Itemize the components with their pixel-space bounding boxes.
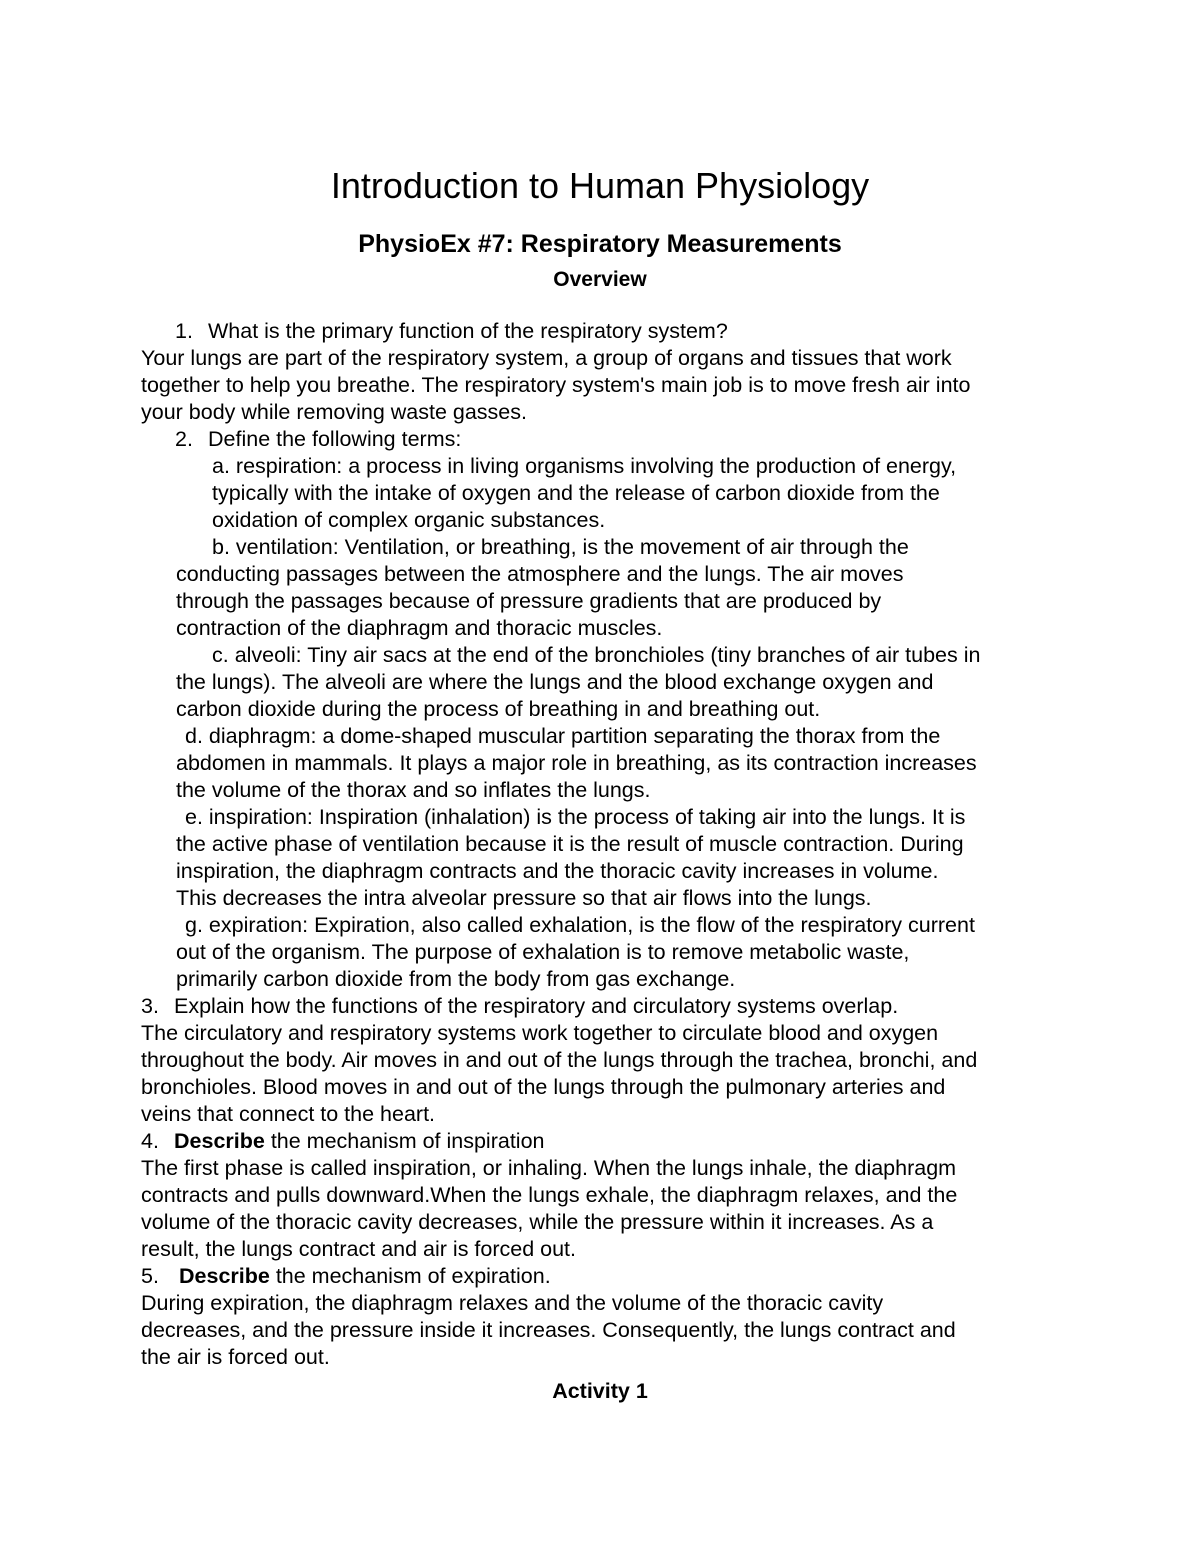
term-inspiration-line: the active phase of ventilation because it is the result of muscle contraction. During bbox=[176, 832, 964, 856]
term-expiration-line: out of the organism. The purpose of exhalation is to remove metabolic waste, bbox=[176, 940, 910, 964]
term-expiration-line: primarily carbon dioxide from the body from gas exchange. bbox=[176, 967, 736, 991]
answer-5-line: decreases, and the pressure inside it increases. Consequently, the lungs contract and bbox=[141, 1318, 956, 1342]
answer-5-line: During expiration, the diaphragm relaxes and the volume of the thoracic cavity bbox=[141, 1291, 884, 1315]
answer-1-line: together to help you breathe. The respiratory system's main job is to move fresh air into bbox=[141, 373, 971, 397]
term-inspiration-line: This decreases the intra alveolar pressure so that air flows into the lungs. bbox=[176, 886, 872, 910]
term-diaphragm-line: the volume of the thorax and so inflates the lungs. bbox=[176, 778, 651, 802]
answer-5-line: the air is forced out. bbox=[141, 1345, 330, 1369]
question-number: 4. bbox=[141, 1129, 159, 1153]
answer-1-line: your body while removing waste gasses. bbox=[141, 400, 527, 424]
term-alveoli-line: the lungs). The alveoli are where the lungs and the blood exchange oxygen and bbox=[176, 670, 934, 694]
question-bold-verb: Describe bbox=[179, 1264, 270, 1288]
section-heading-overview: Overview bbox=[553, 268, 647, 291]
question-text: the mechanism of expiration. bbox=[269, 1264, 551, 1288]
document-body bbox=[0, 318, 1200, 1371]
question-bold-verb: Describe bbox=[174, 1129, 265, 1153]
term-alveoli-line: carbon dioxide during the process of breathing in and breathing out. bbox=[176, 697, 821, 721]
question-text: What is the primary function of the respiratory system? bbox=[208, 319, 728, 343]
document-title: Introduction to Human Physiology bbox=[330, 165, 870, 206]
answer-4-line: contracts and pulls downward.When the lungs exhale, the diaphragm relaxes, and the bbox=[141, 1183, 958, 1207]
question-text: Define the following terms: bbox=[208, 427, 462, 451]
term-expiration-line: g. expiration: Expiration, also called exhalation, is the flow of the respiratory current bbox=[185, 913, 975, 937]
question-1 bbox=[0, 318, 1200, 345]
answer-4-line: The first phase is called inspiration, or inhaling. When the lungs inhale, the diaphragm bbox=[141, 1156, 957, 1180]
answer-3-line: bronchioles. Blood moves in and out of the lungs through the pulmonary arteries and bbox=[141, 1075, 946, 1099]
section-heading-activity: Activity 1 bbox=[552, 1379, 648, 1403]
question-number: 1. bbox=[175, 319, 193, 343]
answer-4-line: result, the lungs contract and air is forced out. bbox=[141, 1237, 577, 1261]
term-alveoli-line: c. alveoli: Tiny air sacs at the end of the bronchioles (tiny branches of air tubes in bbox=[212, 643, 981, 667]
question-number: 3. bbox=[141, 994, 159, 1018]
term-respiration-line: oxidation of complex organic substances. bbox=[212, 508, 606, 532]
term-diaphragm-line: d. diaphragm: a dome-shaped muscular partition separating the thorax from the bbox=[185, 724, 941, 748]
question-2 bbox=[0, 426, 1200, 453]
question-text: Explain how the functions of the respiratory and circulatory systems overlap. bbox=[174, 994, 899, 1018]
question-3 bbox=[0, 993, 1200, 1020]
term-ventilation-line: contraction of the diaphragm and thoracic muscles. bbox=[176, 616, 663, 640]
term-ventilation-line: conducting passages between the atmosphere and the lungs. The air moves bbox=[176, 562, 904, 586]
answer-3-line: The circulatory and respiratory systems work together to circulate blood and oxygen bbox=[141, 1021, 939, 1045]
question-number: 5. bbox=[141, 1264, 159, 1288]
answer-3-line: throughout the body. Air moves in and out of the lungs through the trachea, bronchi, and bbox=[141, 1048, 978, 1072]
question-5 bbox=[0, 1263, 1200, 1290]
term-inspiration-line: inspiration, the diaphragm contracts and the thoracic cavity increases in volume. bbox=[176, 859, 939, 883]
term-respiration-line: typically with the intake of oxygen and the release of carbon dioxide from the bbox=[212, 481, 940, 505]
term-ventilation-line: b. ventilation: Ventilation, or breathing, is the movement of air through the bbox=[212, 535, 909, 559]
question-number: 2. bbox=[175, 427, 193, 451]
term-ventilation-line: through the passages because of pressure gradients that are produced by bbox=[176, 589, 882, 613]
answer-4-line: volume of the thoracic cavity decreases, while the pressure within it increases. As a bbox=[141, 1210, 934, 1234]
term-inspiration-line: e. inspiration: Inspiration (inhalation) is the process of taking air into the lungs. It is bbox=[185, 805, 966, 829]
term-respiration-line: a. respiration: a process in living organisms involving the production of energy, bbox=[212, 454, 957, 478]
question-text: the mechanism of inspiration bbox=[264, 1129, 545, 1153]
term-diaphragm-line: abdomen in mammals. It plays a major role in breathing, as its contraction increases bbox=[176, 751, 977, 775]
document-subtitle: PhysioEx #7: Respiratory Measurements bbox=[358, 230, 842, 258]
answer-3-line: veins that connect to the heart. bbox=[141, 1102, 436, 1126]
question-4 bbox=[0, 1128, 1200, 1155]
answer-1-line: Your lungs are part of the respiratory system, a group of organs and tissues that work bbox=[141, 346, 952, 370]
